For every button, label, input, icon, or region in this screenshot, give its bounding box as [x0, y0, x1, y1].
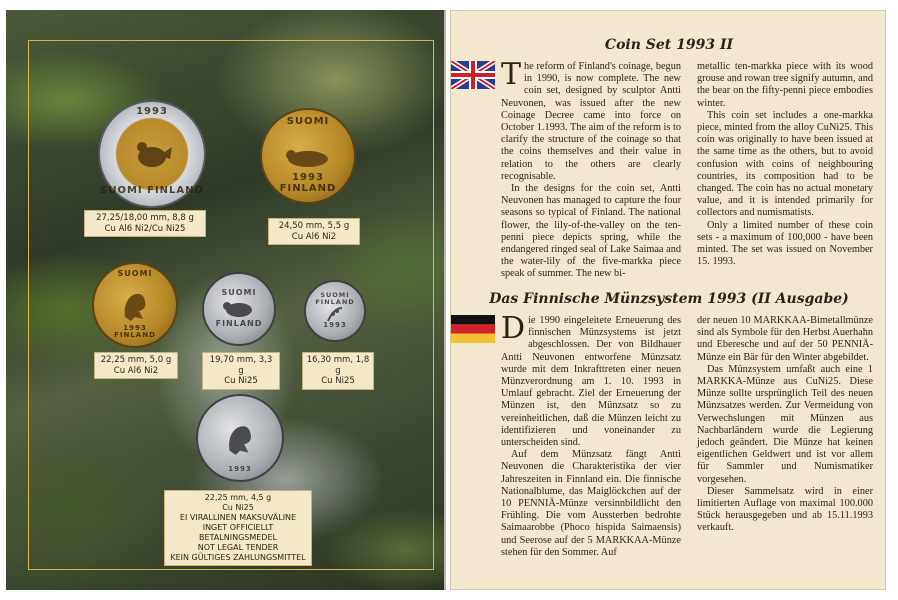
german-column-2: [697, 315, 873, 535]
coin-alloy: Cu Al6 Ni2: [291, 231, 337, 242]
coin-size-weight: 16,30 mm, 1,8 g: [306, 355, 370, 376]
legal-notice-german: KEIN GÜLTIGES ZAHLUNGSMITTEL: [170, 553, 306, 562]
coin-inscription-bottom: 1993 FINLAND: [114, 323, 156, 340]
coin-5-markkaa: [260, 108, 356, 204]
coin-label-50-pennia: [202, 352, 280, 390]
german-flag-icon: [451, 315, 495, 343]
coin-alloy: Cu Ni25: [224, 376, 258, 387]
coin-50-pennia: [202, 272, 276, 346]
text-panel: [450, 10, 886, 590]
coin-inscription-bottom: FINLAND: [215, 319, 263, 328]
coin-1-markka-gold: [92, 262, 178, 348]
coin-inscription-top: SUOMI: [221, 288, 257, 298]
coin-inscription-top: SUOMI: [117, 269, 153, 278]
coin-label-10-pennia: [302, 352, 374, 390]
english-column-1: [501, 57, 681, 281]
seal-icon: [283, 141, 333, 171]
lion-icon: [221, 419, 259, 457]
coin-alloy: Cu Ni25: [222, 503, 254, 512]
english-paragraph: metallic ten-markka piece with its wood grouse and rowan tree signify autumn, and the bear on the fifty-penni piece embodies winter.: [697, 61, 873, 109]
bear-icon: [222, 298, 256, 320]
coin-inscription-bottom: 1993: [323, 321, 347, 330]
coin-alloy: Cu Al6 Ni2/Cu Ni25: [104, 223, 186, 234]
legal-notice-english: NOT LEGAL TENDER: [197, 543, 279, 552]
german-dropcap: D: [501, 311, 526, 346]
coin-inscription-top: SUOMI FINLAND: [315, 291, 355, 307]
german-paragraph: der neuen 10 MARKKAA-Bimetallmünze sind als Symbole für den Herbst Auerhahn und Eberesche und auf der 50 PENNIÄ-Münze ein Bär für den Winter abgebildet.: [697, 315, 873, 363]
coin-inscription-bottom: 1993 FINLAND: [279, 172, 337, 194]
german-paragraph: ie 1990 eingeleitete Erneuerung des finnischen Münzsystems ist jetzt abgeschlossen. Der von Bildhauer Antti Neuvonen entworfene Münzsatz wurde mit dem Inkrafttreten einer neuen Münzverordnung am 1. 10. 1993 in Umlauf gebracht. Ziel der Erneuerung der Münzen ist, den Münzsatz so zu vereinheitlichen, daß die Münzen leicht zu identifizieren und voneinander zu unterscheiden sind.: [501, 315, 681, 449]
coin-inscription-bottom: SUOMI FINLAND: [100, 185, 204, 196]
coin-alloy: Cu Al6 Ni2: [113, 365, 159, 376]
coin-size-weight: 22,25 mm, 5,0 g: [100, 355, 172, 365]
lily-of-the-valley-icon: [324, 306, 346, 322]
coin-inscription-bottom: 1993: [228, 465, 252, 474]
german-column-1: [501, 311, 681, 559]
coin-size-weight: 27,25/18,00 mm, 8,8 g: [96, 213, 194, 223]
english-paragraph: Only a limited number of these coin sets - a maximum of 100,000 - have been minted. The set was issued on November 15. 1993.: [697, 219, 873, 268]
coin-inscription-top: SUOMI: [286, 116, 330, 127]
legal-notice-finnish: EI VIRALLINEN MAKSUVÄLINE: [179, 513, 297, 522]
english-dropcap: T: [501, 57, 522, 92]
grouse-icon: [130, 135, 174, 173]
english-paragraph: In the designs for the coin set, Antti Neuvonen has managed to capture the four seasons so typical of Finland. The national flower, the lily-of-the-valley on the ten-penni piece depicts spring, while the endangered ringed seal of Lake Saimaa and the water-lily of the five-markka piece speak of summer. The new bi-: [501, 183, 681, 280]
coin-10-pennia: [304, 280, 366, 342]
english-column-2: [697, 61, 873, 268]
coin-photo-panel: [6, 10, 446, 590]
english-section-title: Coin Set 1993 II: [604, 37, 734, 53]
uk-flag-icon: [451, 61, 495, 89]
coin-label-1-markka-cuni: [164, 490, 312, 566]
coin-1-markka-cuni: [196, 394, 284, 482]
german-paragraph: Das Münzsystem umfaßt auch eine 1 MARKKA-Münze aus CuNi25. Diese Münze sollte ursprünglich Teil des neuen Münzsatzes werden. Zur Vermeidung von Verwechslungen mit Münzen aus Nachbarländern wurde die Legierung jedoch geändert. Die Münze hat keinen eigentlichen Geldwert und ist vor allem für Sammler und Numismatiker vorgesehen.: [697, 363, 873, 485]
lion-icon: [117, 287, 153, 323]
english-paragraph: he reform of Finland's coinage, begun in 1990, is now complete. The new coin set, designed by sculptor Antti Neuvonen, was issued after the new Coinage Decree came into force on October 1.1993. The aim of the reform is to clarify the structure of the coinage so that the coins themselves and their value in relation to the others are clearly recognisable.: [501, 61, 681, 182]
coin-label-5-markkaa: [268, 218, 360, 245]
german-paragraph: Dieser Sammelsatz wird in einer limitierten Auflage von maximal 100.000 Stück herausgegeben und ab 15.11.1993 verkauft.: [697, 485, 873, 534]
coin-alloy: Cu Ni25: [321, 376, 355, 387]
coin-size-weight: 19,70 mm, 3,3 g: [209, 355, 273, 376]
coin-size-weight: 22,25 mm, 4,5 g: [204, 493, 272, 502]
coin-size-weight: 24,50 mm, 5,5 g: [278, 221, 350, 231]
coin-inscription-top: 1993: [136, 106, 168, 117]
german-paragraph: Auf dem Münzsatz fängt Antti Neuvonen die Charakteristika der vier Jahreszeiten in Finnland ein. Die finnische Nationalblume, das Maiglöckchen auf der 10 PENNIÄ-Münze versinnbildlicht den Frühling. Die vom Aussterben bedrohte Saimaarobbe (Phoco hispida Saimaensis) und Seerose auf der 5 MARKKAA-Münze stehen für den Sommer. Auf: [501, 449, 681, 558]
coin-10-markkaa: [98, 100, 206, 208]
german-section-title: Das Finnische Münzsystem 1993 (II Ausgabe): [489, 291, 849, 307]
coin-label-1-markka-gold: [94, 352, 178, 379]
legal-notice-swedish: INGET OFFICIELLT BETALNINGSMEDEL: [199, 523, 277, 542]
english-paragraph: This coin set includes a one-markka piece, minted from the alloy CuNi25. This coin was originally to have been issued at the same time as the others, but to avoid confusion with coins of neighbouring countries, its composition had to be changed. The coin has no actual monetary value, and it is intended primarily for collectors and numismatists.: [697, 109, 873, 219]
coin-label-10-markkaa: [84, 210, 206, 237]
